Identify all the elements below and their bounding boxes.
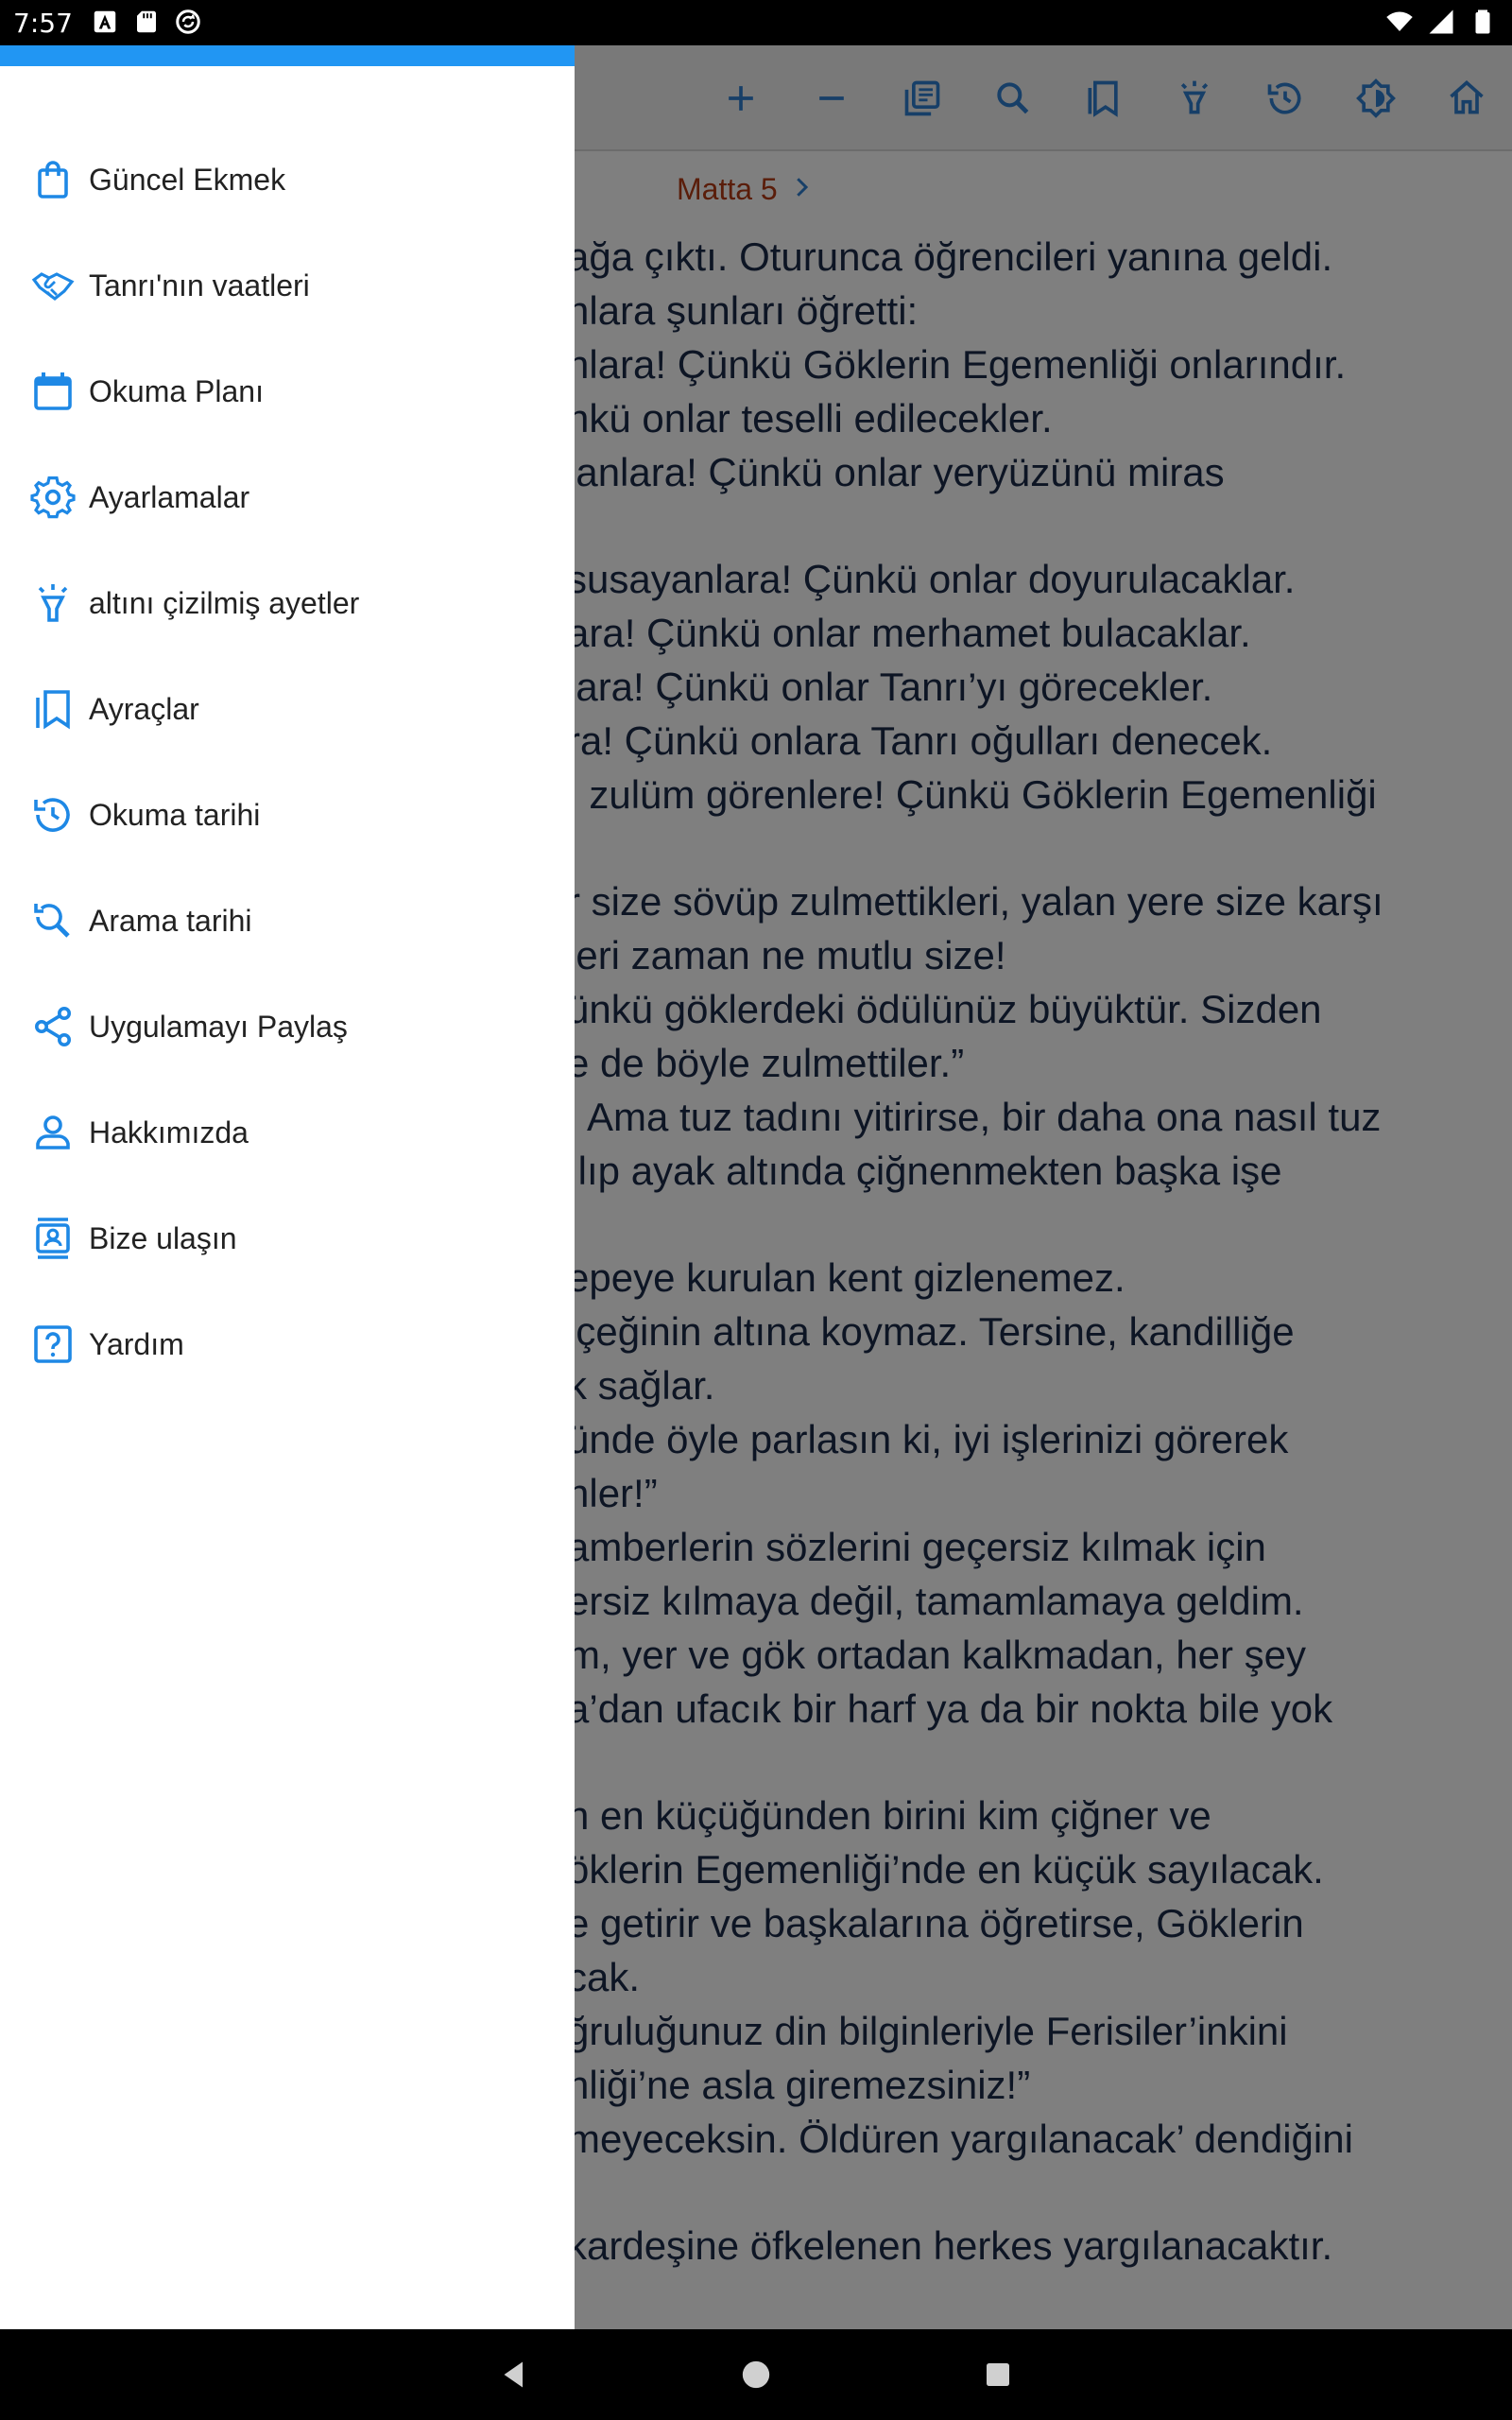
drawer-item-yardim[interactable] bbox=[0, 1291, 575, 1397]
wifi-icon bbox=[1385, 8, 1414, 36]
drawer-item-label: Bize ulaşın bbox=[89, 1220, 237, 1255]
recents-button[interactable] bbox=[975, 2352, 1021, 2397]
drawer-item-hakkimizda[interactable] bbox=[0, 1080, 575, 1185]
drawer-accent-bar bbox=[0, 45, 575, 66]
signal-icon bbox=[1427, 8, 1455, 36]
handshake-icon bbox=[30, 263, 76, 308]
a-notification-icon bbox=[91, 8, 119, 36]
bookmark-icon bbox=[30, 686, 76, 732]
drawer-item-okuma-plani[interactable] bbox=[0, 338, 575, 444]
highlighter-icon bbox=[30, 580, 76, 626]
drawer-item-label: Hakkımızda bbox=[89, 1115, 249, 1150]
system-nav-bar bbox=[0, 2329, 1512, 2420]
back-button[interactable] bbox=[491, 2352, 537, 2397]
shopping-bag-icon bbox=[30, 157, 76, 202]
drawer-item-ayarlamalar[interactable] bbox=[0, 444, 575, 550]
drawer-item-label: Okuma Planı bbox=[89, 373, 264, 408]
drawer-item-label: Ayraçlar bbox=[89, 691, 199, 726]
drawer-item-label: Güncel Ekmek bbox=[89, 162, 286, 197]
back-icon bbox=[497, 2358, 531, 2392]
drawer-item-label: Okuma tarihi bbox=[89, 797, 261, 832]
drawer-item-arama-tarihi[interactable] bbox=[0, 868, 575, 974]
navigation-drawer bbox=[0, 45, 575, 2329]
drawer-item-tanrinin-vaatleri[interactable] bbox=[0, 233, 575, 338]
drawer-item-label: Uygulamayı Paylaş bbox=[89, 1009, 348, 1044]
battery-icon bbox=[1469, 8, 1497, 36]
help-icon bbox=[30, 1322, 76, 1367]
drawer-item-uygulamayi-paylas[interactable] bbox=[0, 974, 575, 1080]
gear-icon bbox=[30, 475, 76, 520]
search-history-icon bbox=[30, 898, 76, 943]
sd-card-icon bbox=[132, 8, 161, 36]
share-icon bbox=[30, 1004, 76, 1049]
history-icon bbox=[30, 792, 76, 838]
recents-icon bbox=[983, 2360, 1013, 2390]
drawer-item-label: Ayarlamalar bbox=[89, 479, 250, 514]
drawer-item-guncel-ekmek[interactable] bbox=[0, 127, 575, 233]
drawer-item-label: Yardım bbox=[89, 1326, 184, 1361]
drawer-item-okuma-tarihi[interactable] bbox=[0, 762, 575, 868]
status-time: 7:57 bbox=[13, 8, 73, 39]
drawer-item-label: Tanrı'nın vaatleri bbox=[89, 268, 310, 302]
drawer-item-bize-ulasin[interactable] bbox=[0, 1185, 575, 1291]
drawer-item-label: altını çizilmiş ayetler bbox=[89, 585, 360, 620]
sync-icon bbox=[174, 8, 202, 36]
drawer-item-ayraclar[interactable] bbox=[0, 656, 575, 762]
drawer-item-label: Arama tarihi bbox=[89, 903, 252, 938]
status-right-icons bbox=[1385, 8, 1497, 36]
status-left-icons bbox=[91, 8, 202, 36]
calendar-icon bbox=[30, 369, 76, 414]
person-icon bbox=[30, 1110, 76, 1155]
contact-icon bbox=[30, 1216, 76, 1261]
home-nav-button[interactable] bbox=[733, 2352, 779, 2397]
drawer-item-altini-cizilmis-ayetler[interactable] bbox=[0, 550, 575, 656]
status-bar bbox=[0, 0, 1512, 45]
home-circle-icon bbox=[740, 2359, 772, 2391]
